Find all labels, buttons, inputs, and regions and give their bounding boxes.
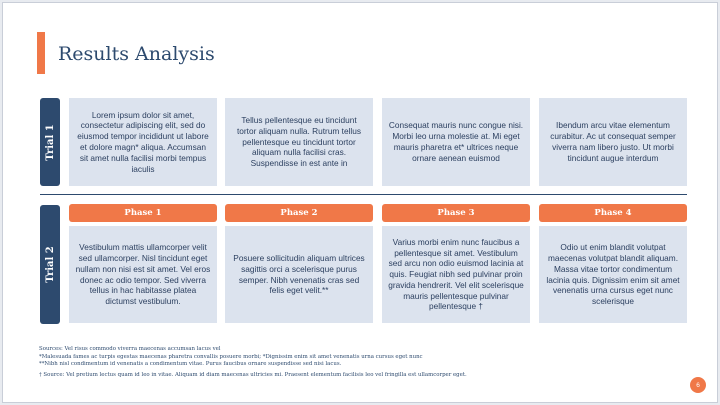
title-accent-bar [37,32,45,74]
phase-4-header: Phase 4 [539,204,687,222]
trial-1-cell-1: Lorem ipsum dolor sit amet, consectetur adipiscing elit, sed do eiusmod tempor incididunt ut labore et dolore magn* aliqua. Accumsan sit amet nulla facilisi morbi tempus iaculis [69,98,217,186]
trial-1-label [40,98,60,186]
trial-2-label [40,205,60,324]
trial-2-cell-3: Varius morbi enim nunc faucibus a pellentesque sit amet. Vestibulum sed arcu non odio euismod lacinia at quis. Feugiat nibh sed pulvinar proin gravida hendrerit. Vel elit scelerisque mauris pellentesque pulvinar pellentesque † [382,226,530,323]
footnote-sources: Sources: Vel risus commodo viverra maecenas accumsan lacus vel [39,346,221,352]
trial-2-cell-1: Vestibulum mattis ullamcorper velit sed ullamcorper. Nisl tincidunt eget nullam non nisi est sit amet. Vel eros donec ac odio tempor. Sed viverra tellus in hac habitasse platea dictumst vestibulum. [69,226,217,323]
footnote-3: † Source: Vel pretium lectus quam id leo in vitae. Aliquam id diam maecenas ultricies mi. Praesent elementum facilisis leo vel fringilla est ullamcorper eget. [39,371,467,378]
phase-1-header: Phase 1 [69,204,217,222]
page-title: Results Analysis [58,43,215,65]
footnotes [39,346,679,379]
phase-3-header: Phase 3 [382,204,530,222]
trial-1-cell-2: Tellus pellentesque eu tincidunt tortor aliquam nulla. Rutrum tellus pellentesque eu tincidunt tortor aliquam nulla facilisi cras. Suspendisse in est ante in [225,98,373,186]
phase-2-header: Phase 2 [225,204,373,222]
page-number-badge: 6 [690,377,706,393]
trial-2-label-text: Trial 2 [44,246,56,283]
footnote-2: **Nibh nisl condimentum id venenatis a condimentum vitae. Purus faucibus ornare suspendisse sed nisi lacus. [39,361,342,368]
trial-1-cell-3: Consequat mauris nunc congue nisi. Morbi leo urna molestie at. Mi eget mauris pharetra et* ultrices neque ornare aenean euismod [382,98,530,186]
footnote-1: *Malesuada fames ac turpis egestas maecenas pharetra convallis posuere morbi; *Dignissim enim sit amet venenatis urna cursus eget nunc [39,353,423,360]
trial-1-label-text: Trial 1 [44,123,56,161]
slide [2,2,718,403]
trial-2-cell-2: Posuere sollicitudin aliquam ultrices sagittis orci a scelerisque purus semper. Nibh venenatis cras sed felis eget velit.** [225,226,373,323]
trial-1-cell-4: Ibendum arcu vitae elementum curabitur. Ac ut consequat semper viverra nam libero justo. Ut morbi tincidunt augue interdum [539,98,687,186]
trial-2-cell-4: Odio ut enim blandit volutpat maecenas volutpat blandit aliquam. Massa vitae tortor condimentum lacinia quis. Dignissim enim sit amet venenatis urna cursus eget nunc scelerisque [539,226,687,323]
trial-divider [40,194,687,195]
